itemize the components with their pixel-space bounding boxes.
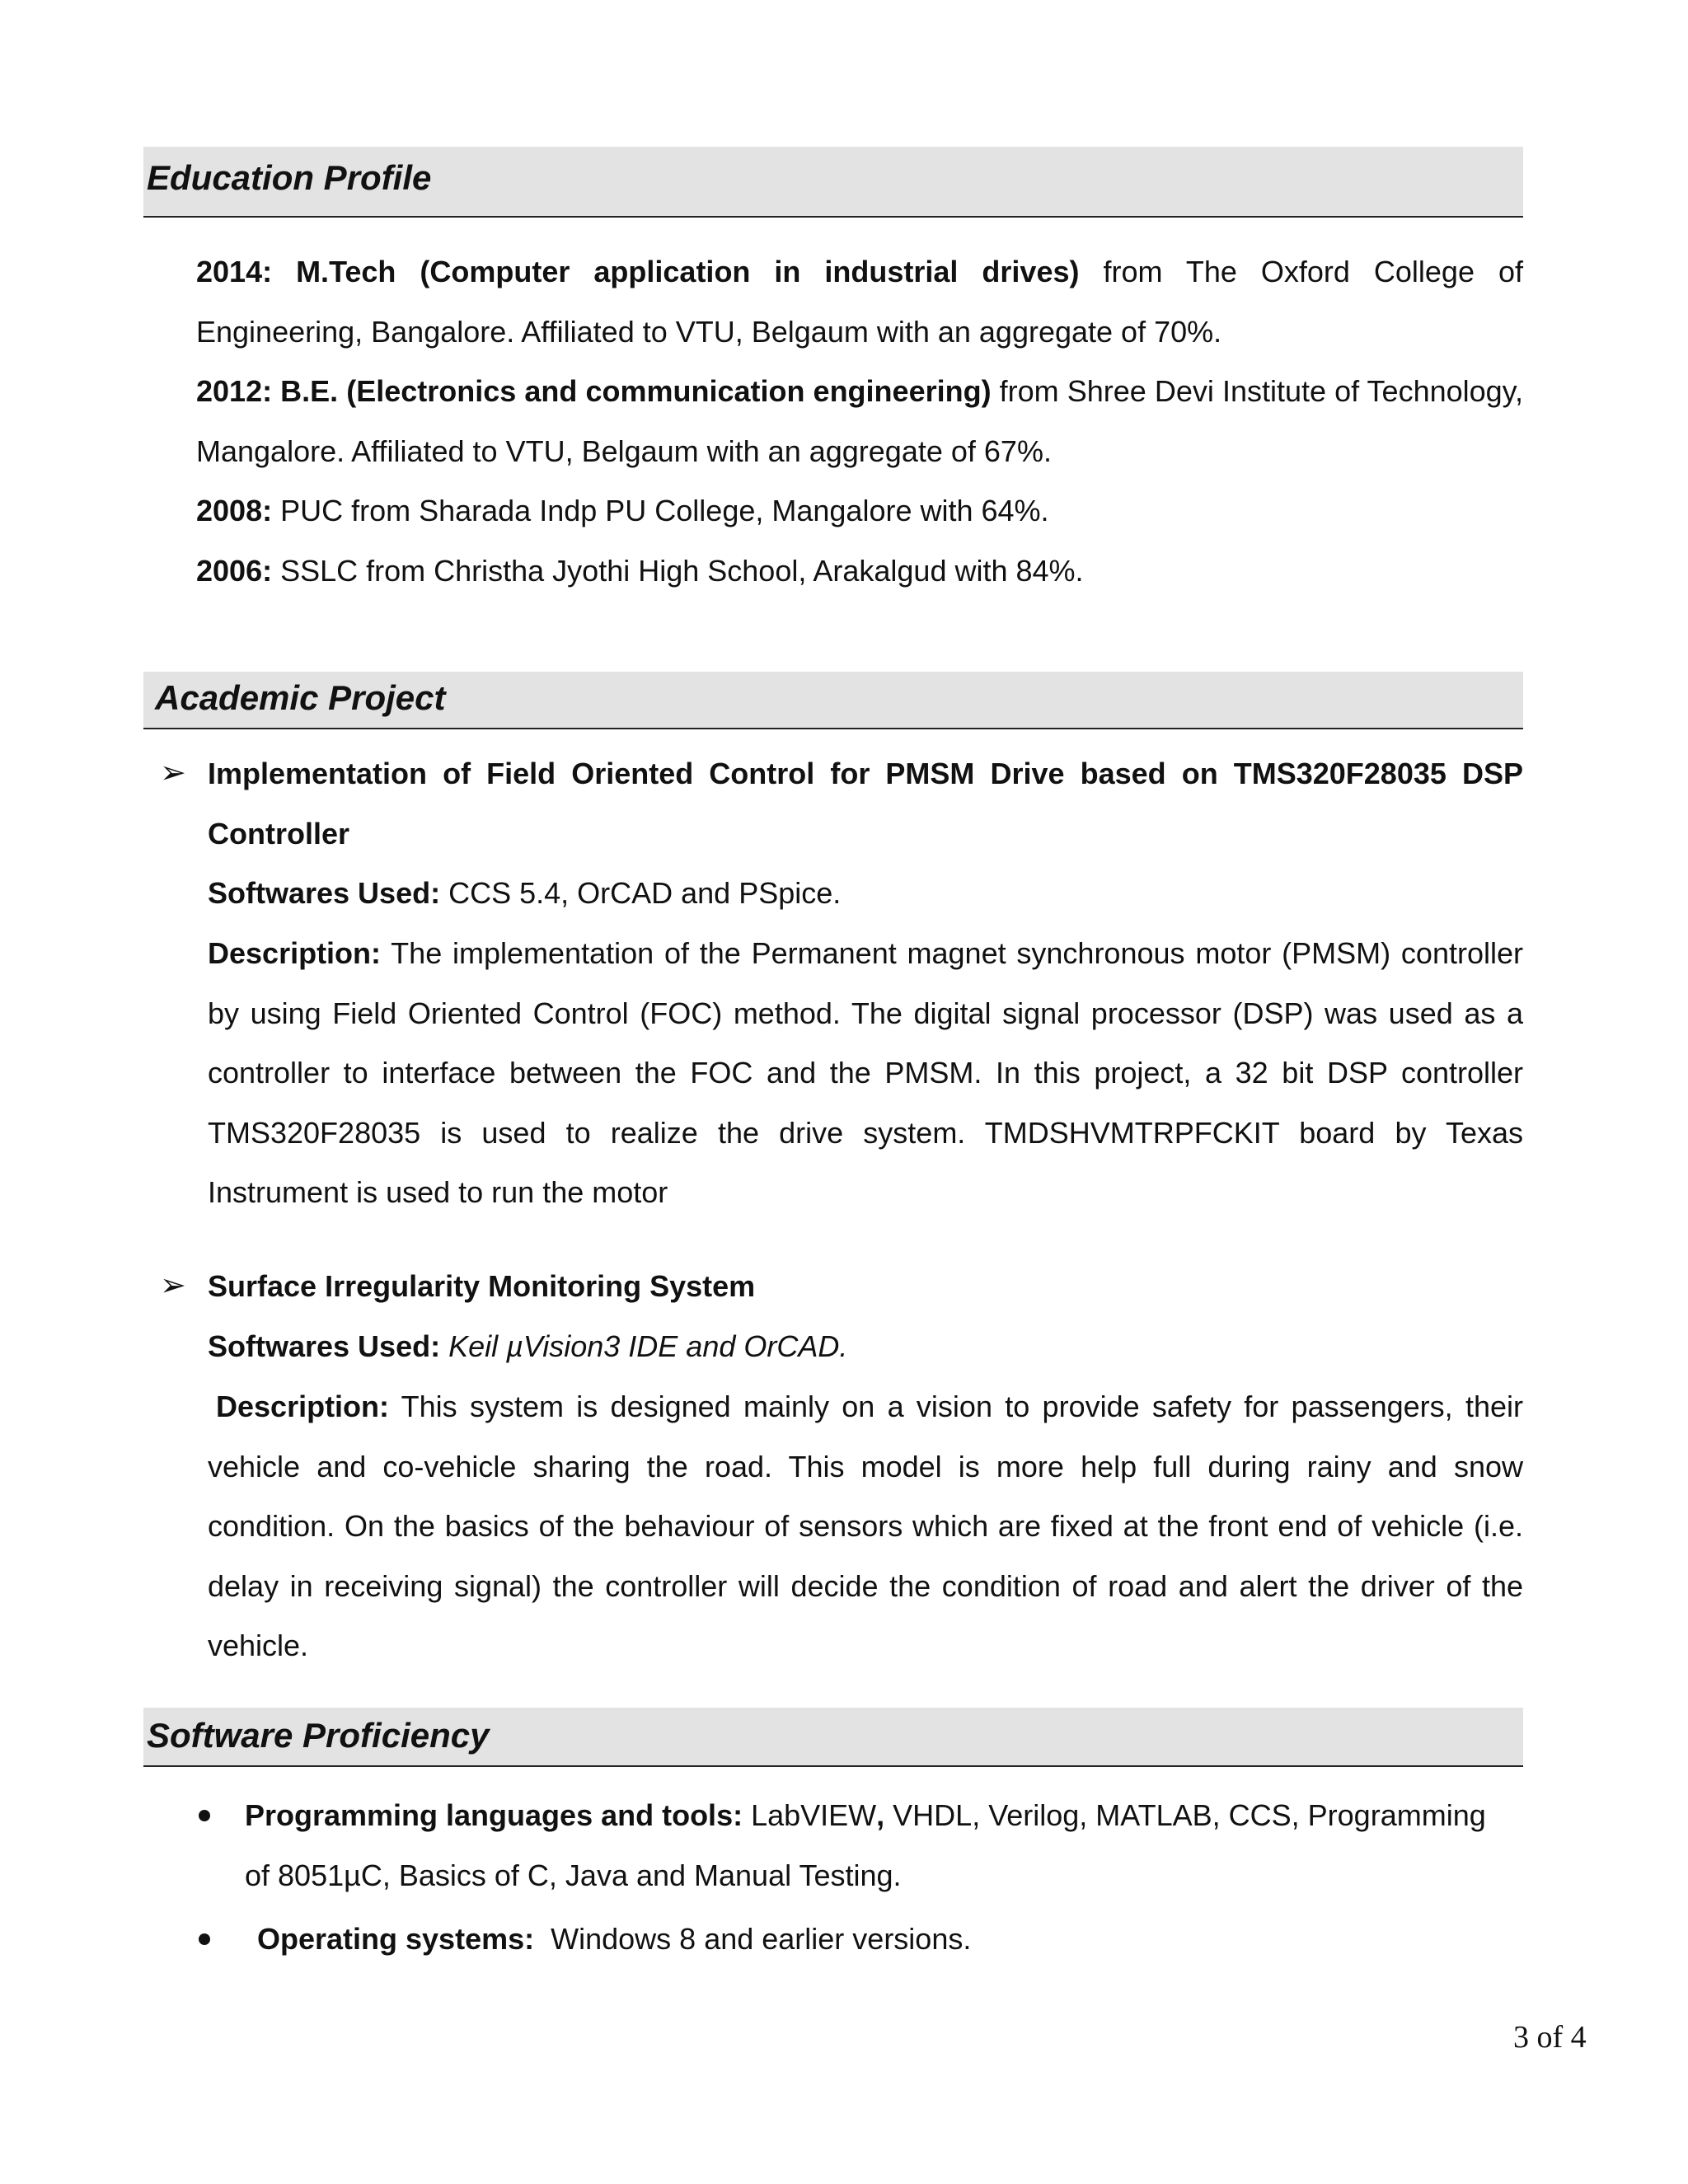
software-item-value: Windows 8 and earlier versions.: [534, 1922, 972, 1956]
education-entry-text: from Shree Devi Institute of Technology, Mangalore. Affiliated to VTU, Belgaum with an aggregate of 67%.: [196, 374, 1523, 468]
education-section-header: [143, 147, 1523, 218]
project-description: [208, 924, 1523, 1223]
software-section-title: Software Proficiency: [147, 1716, 490, 1755]
page-number: 3 of 4: [1513, 2020, 1587, 2055]
project-title-text: Surface Irregularity Monitoring System: [208, 1269, 756, 1303]
education-entry-be: [196, 362, 1523, 481]
project-title-text: Implementation of Field Oriented Control for PMSM Drive based on TMS320F28035 DSP Controller: [208, 757, 1523, 851]
description-text: The implementation of the Permanent magnet synchronous motor (PMSM) controller by using Field Oriented Control (FOC) method. The digital signal processor (DSP) was used as a controller to interface between the FOC and the PMSM. In this project, a 32 bit DSP controller TMS320F28035 is used to realize the drive system. TMDSHVMTRPFCKIT board by Texas Instrument is used to run the motor: [208, 936, 1523, 1209]
bullet-icon: [199, 1933, 210, 1945]
bullet-icon: [199, 1810, 210, 1821]
description-text: This system is designed mainly on a vision to provide safety for passengers, their vehicle and co-vehicle sharing the road. This model is more help full during rainy and snow condition. On the basics of the behaviour of sensors which are fixed at the front end of vehicle (i.e. delay in receiving signal) the controller will decide the condition of road and alert the driver of the vehicle.: [208, 1390, 1523, 1662]
description-label: Description:: [216, 1390, 390, 1423]
education-entry-lead: 2014: M.Tech (Computer application in industrial drives): [196, 255, 1080, 288]
software-used-label: Softwares Used:: [208, 1329, 441, 1363]
education-entry-mtech: [196, 242, 1523, 362]
description-label: Description:: [208, 936, 382, 970]
project-software-used: [208, 864, 1523, 924]
education-entry-puc: [196, 481, 1523, 541]
academic-section-header: [143, 672, 1523, 729]
project-software-used: [208, 1317, 1523, 1377]
software-item-value-rest: VHDL, Verilog, MATLAB, CCS, Programming of 8051µC, Basics of C, Java and Manual Testing.: [245, 1798, 1486, 1892]
education-entry-text: from The Oxford College of Engineering, Bangalore. Affiliated to VTU, Belgaum with an aggregate of 70%.: [196, 255, 1524, 349]
project-title: [208, 744, 1523, 864]
arrow-bullet-icon: ➢: [160, 1268, 186, 1303]
software-used-label: Softwares Used:: [208, 876, 441, 910]
software-item-comma: ,: [876, 1798, 885, 1832]
education-entry-text: SSLC from Christha Jyothi High School, Arakalgud with 84%.: [272, 554, 1084, 588]
academic-section-title: Academic Project: [155, 678, 446, 717]
project-title: [208, 1257, 1523, 1317]
education-entry-lead: 2006:: [196, 554, 273, 588]
project-description: [208, 1377, 1523, 1676]
software-item-value: LabVIEW: [743, 1798, 877, 1832]
software-used-value: CCS 5.4, OrCAD and PSpice.: [440, 876, 842, 910]
software-item-label: Programming languages and tools:: [245, 1798, 743, 1832]
software-item-os: [257, 1910, 1493, 1970]
education-entry-text: PUC from Sharada Indp PU College, Mangalore with 64%.: [272, 494, 1049, 527]
software-item-programming: [245, 1786, 1498, 1905]
education-section-title: Education Profile: [147, 158, 432, 197]
software-used-value: Keil µVision3 IDE and OrCAD.: [440, 1329, 848, 1363]
software-section-header: [143, 1708, 1523, 1767]
arrow-bullet-icon: ➢: [160, 756, 186, 790]
education-entry-lead: 2008:: [196, 494, 273, 527]
education-entry-sslc: [196, 541, 1523, 602]
education-entry-lead: 2012: B.E. (Electronics and communication engineering): [196, 374, 992, 408]
software-item-label: Operating systems:: [257, 1922, 535, 1956]
